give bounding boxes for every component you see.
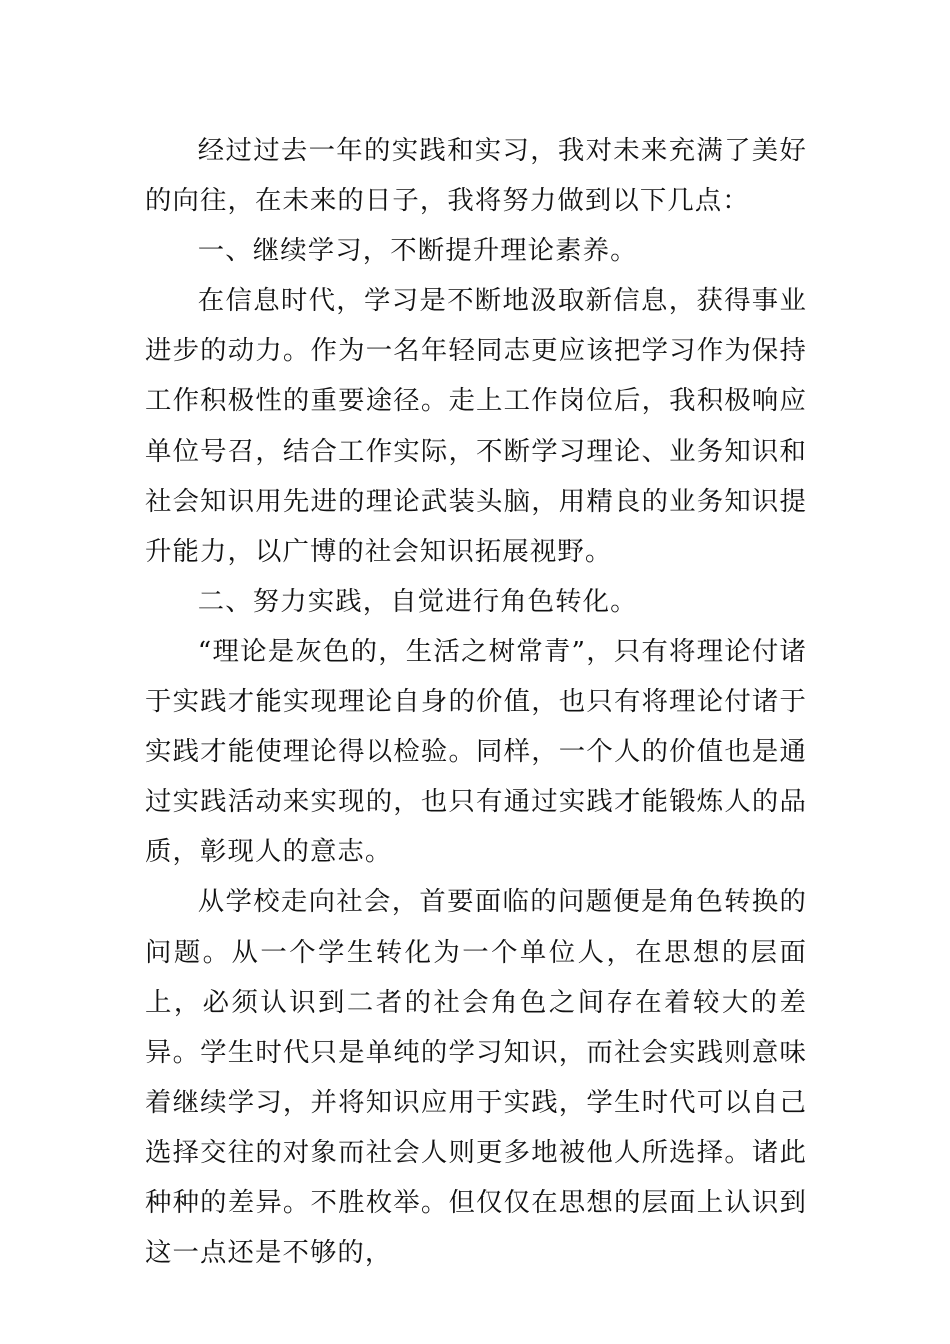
paragraph-practice: “理论是灰色的，生活之树常青”，只有将理论付诸于实践才能实现理论自身的价值，也只有将理论付诸于实践才能使理论得以检验。同样，一个人的价值也是通过实践活动来实现的，也只有通过实践才能锻炼人的品质，彰现人的意志。 bbox=[145, 635, 807, 868]
document-body bbox=[145, 126, 807, 1278]
heading-point-two: 二、努力实践，自觉进行角色转化。 bbox=[197, 585, 638, 617]
paragraph-role-transition: 从学校走向社会，首要面临的问题便是角色转换的问题。从一个学生转化为一个单位人，在思想的层面上，必须认识到二者的社会角色之间存在着较大的差异。学生时代只是单纯的学习知识，而社会实践则意味着继续学习，并将知识应用于实践，学生时代可以自己选择交往的对象而社会人则更多地被他人所选择。诸此种种的差异。不胜枚举。但仅仅在思想的层面上认识到这一点还是不够的， bbox=[145, 886, 807, 1269]
heading-point-one: 一、继续学习，不断提升理论素养。 bbox=[197, 235, 638, 267]
paragraph-intro: 经过过去一年的实践和实习，我对未来充满了美好的向往，在未来的日子，我将努力做到以下几点： bbox=[145, 135, 807, 217]
paragraph-learning: 在信息时代，学习是不断地汲取新信息，获得事业进步的动力。作为一名年轻同志更应该把学习作为保持工作积极性的重要途径。走上工作岗位后，我积极响应单位号召，结合工作实际，不断学习理论、业务知识和社会知识用先进的理论武装头脑，用精良的业务知识提升能力，以广博的社会知识拓展视野。 bbox=[145, 285, 807, 567]
